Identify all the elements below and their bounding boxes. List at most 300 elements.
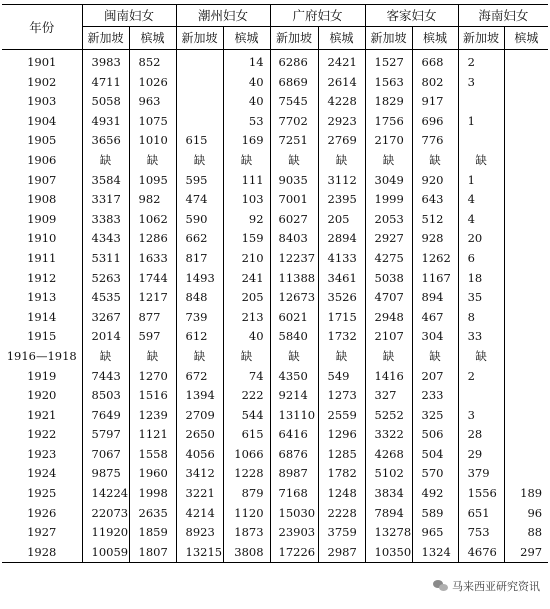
value-cell: 1262	[412, 249, 458, 269]
sub-header: 槟城	[318, 27, 365, 50]
value-cell: 10059	[82, 543, 129, 563]
value-cell: 7168	[270, 484, 318, 504]
value-cell	[504, 73, 548, 93]
value-cell: 570	[412, 464, 458, 484]
value-cell: 缺	[270, 151, 318, 171]
value-cell	[458, 131, 504, 151]
value-cell: 1960	[129, 464, 176, 484]
value-cell: 4931	[82, 112, 129, 132]
value-cell: 2894	[318, 229, 365, 249]
value-cell	[504, 190, 548, 210]
value-cell	[504, 50, 548, 73]
table-row	[2, 347, 548, 367]
sub-header: 新加坡	[365, 27, 412, 50]
value-cell: 668	[412, 50, 458, 73]
value-cell: 1270	[129, 367, 176, 387]
value-cell: 缺	[129, 151, 176, 171]
value-cell: 缺	[318, 347, 365, 367]
value-cell: 852	[129, 50, 176, 73]
value-cell: 297	[504, 543, 548, 563]
value-cell: 缺	[412, 151, 458, 171]
sub-header: 槟城	[504, 27, 548, 50]
value-cell	[504, 131, 548, 151]
value-cell: 缺	[82, 347, 129, 367]
sub-header: 新加坡	[270, 27, 318, 50]
value-cell: 1563	[365, 73, 412, 93]
watermark	[431, 578, 542, 594]
value-cell: 6869	[270, 73, 318, 93]
value-cell: 1416	[365, 367, 412, 387]
table-row	[2, 112, 548, 132]
value-cell: 1807	[129, 543, 176, 563]
value-cell: 3	[458, 73, 504, 93]
value-cell: 1075	[129, 112, 176, 132]
table-row	[2, 425, 548, 445]
table-row	[2, 190, 548, 210]
value-cell: 327	[365, 386, 412, 406]
value-cell: 缺	[458, 151, 504, 171]
value-cell: 11920	[82, 523, 129, 543]
value-cell	[504, 229, 548, 249]
value-cell: 5840	[270, 327, 318, 347]
value-cell: 233	[412, 386, 458, 406]
value-cell: 920	[412, 171, 458, 191]
value-cell: 1999	[365, 190, 412, 210]
value-cell: 1859	[129, 523, 176, 543]
value-cell: 4268	[365, 445, 412, 465]
year-cell: 1910	[2, 229, 82, 249]
value-cell	[504, 151, 548, 171]
value-cell	[458, 92, 504, 112]
value-cell: 缺	[412, 347, 458, 367]
value-cell: 504	[412, 445, 458, 465]
value-cell: 15030	[270, 504, 318, 524]
year-cell: 1902	[2, 73, 82, 93]
value-cell: 10350	[365, 543, 412, 563]
value-cell: 缺	[223, 151, 270, 171]
value-cell: 缺	[365, 347, 412, 367]
value-cell	[504, 249, 548, 269]
value-cell: 2923	[318, 112, 365, 132]
value-cell	[504, 464, 548, 484]
group-header-chaozhou: 潮州妇女	[176, 5, 270, 27]
value-cell: 3267	[82, 308, 129, 328]
value-cell: 4133	[318, 249, 365, 269]
year-cell: 1911	[2, 249, 82, 269]
value-cell: 缺	[129, 347, 176, 367]
value-cell	[176, 50, 223, 73]
value-cell: 2614	[318, 73, 365, 93]
value-cell: 894	[412, 288, 458, 308]
value-cell: 1296	[318, 425, 365, 445]
value-cell: 753	[458, 523, 504, 543]
value-cell: 492	[412, 484, 458, 504]
value-cell: 817	[176, 249, 223, 269]
value-cell: 1527	[365, 50, 412, 73]
value-cell: 缺	[365, 151, 412, 171]
value-cell: 1095	[129, 171, 176, 191]
year-cell: 1914	[2, 308, 82, 328]
table-header	[2, 5, 548, 50]
table-row	[2, 484, 548, 504]
value-cell: 9035	[270, 171, 318, 191]
table-row	[2, 464, 548, 484]
value-cell: 776	[412, 131, 458, 151]
value-cell	[176, 112, 223, 132]
sub-header: 新加坡	[82, 27, 129, 50]
value-cell: 6416	[270, 425, 318, 445]
value-cell: 1026	[129, 73, 176, 93]
value-cell: 1062	[129, 210, 176, 230]
value-cell: 5311	[82, 249, 129, 269]
value-cell	[504, 327, 548, 347]
value-cell: 2927	[365, 229, 412, 249]
value-cell: 3759	[318, 523, 365, 543]
value-cell: 8503	[82, 386, 129, 406]
value-cell: 3834	[365, 484, 412, 504]
value-cell	[504, 210, 548, 230]
value-cell: 1120	[223, 504, 270, 524]
value-cell: 1715	[318, 308, 365, 328]
value-cell: 612	[176, 327, 223, 347]
year-cell: 1903	[2, 92, 82, 112]
value-cell: 1394	[176, 386, 223, 406]
value-cell: 615	[176, 131, 223, 151]
value-cell: 7067	[82, 445, 129, 465]
value-cell: 615	[223, 425, 270, 445]
value-cell: 241	[223, 269, 270, 289]
value-cell: 7702	[270, 112, 318, 132]
value-cell: 92	[223, 210, 270, 230]
value-cell: 3808	[223, 543, 270, 563]
value-cell: 1829	[365, 92, 412, 112]
value-cell: 1998	[129, 484, 176, 504]
value-cell: 5252	[365, 406, 412, 426]
value-cell: 40	[223, 73, 270, 93]
value-cell: 28	[458, 425, 504, 445]
value-cell: 6286	[270, 50, 318, 73]
value-cell	[504, 171, 548, 191]
value-cell: 7894	[365, 504, 412, 524]
value-cell: 12673	[270, 288, 318, 308]
year-cell: 1921	[2, 406, 82, 426]
value-cell: 1732	[318, 327, 365, 347]
value-cell: 1273	[318, 386, 365, 406]
value-cell: 13215	[176, 543, 223, 563]
year-cell: 1922	[2, 425, 82, 445]
value-cell: 29	[458, 445, 504, 465]
year-cell: 1905	[2, 131, 82, 151]
value-cell: 5102	[365, 464, 412, 484]
table-row	[2, 50, 548, 73]
value-cell: 917	[412, 92, 458, 112]
value-cell: 1756	[365, 112, 412, 132]
sub-header: 新加坡	[458, 27, 504, 50]
table-row	[2, 523, 548, 543]
value-cell: 2987	[318, 543, 365, 563]
value-cell: 17226	[270, 543, 318, 563]
sub-header: 新加坡	[176, 27, 223, 50]
table-body	[2, 50, 548, 563]
table-row	[2, 73, 548, 93]
value-cell: 982	[129, 190, 176, 210]
value-cell: 506	[412, 425, 458, 445]
value-cell: 169	[223, 131, 270, 151]
value-cell: 2650	[176, 425, 223, 445]
value-cell: 512	[412, 210, 458, 230]
value-cell	[504, 92, 548, 112]
value-cell: 6027	[270, 210, 318, 230]
year-cell: 1909	[2, 210, 82, 230]
value-cell: 3412	[176, 464, 223, 484]
value-cell: 3983	[82, 50, 129, 73]
value-cell: 3526	[318, 288, 365, 308]
value-cell: 189	[520, 486, 543, 501]
year-cell: 1907	[2, 171, 82, 191]
value-cell: 1010	[129, 131, 176, 151]
value-cell	[504, 347, 548, 367]
value-cell: 1324	[412, 543, 458, 563]
value-cell: 877	[129, 308, 176, 328]
value-cell	[504, 445, 548, 465]
year-cell: 1928	[2, 543, 82, 563]
value-cell: 缺	[223, 347, 270, 367]
year-cell: 1901	[2, 50, 82, 73]
value-cell: 965	[412, 523, 458, 543]
value-cell: 40	[223, 327, 270, 347]
value-cell	[504, 425, 548, 445]
table-row	[2, 92, 548, 112]
value-cell: 3383	[82, 210, 129, 230]
value-cell: 1248	[318, 484, 365, 504]
value-cell: 缺	[82, 151, 129, 171]
value-cell: 207	[412, 367, 458, 387]
table-row	[2, 269, 548, 289]
value-cell: 205	[223, 288, 270, 308]
value-cell: 739	[176, 308, 223, 328]
value-cell: 2709	[176, 406, 223, 426]
value-cell: 1228	[223, 464, 270, 484]
value-cell: 33	[458, 327, 504, 347]
table-row	[2, 504, 548, 524]
value-cell: 9875	[82, 464, 129, 484]
value-cell: 14	[223, 50, 270, 73]
value-cell: 1217	[129, 288, 176, 308]
value-cell: 1744	[129, 269, 176, 289]
value-cell: 4275	[365, 249, 412, 269]
year-cell: 1924	[2, 464, 82, 484]
value-cell: 2421	[318, 50, 365, 73]
value-cell: 3317	[82, 190, 129, 210]
value-cell: 8	[458, 308, 504, 328]
value-cell: 23903	[270, 523, 318, 543]
value-cell: 2	[458, 367, 504, 387]
value-cell: 672	[176, 367, 223, 387]
value-cell: 963	[129, 92, 176, 112]
table-row	[2, 543, 548, 563]
value-cell: 缺	[458, 347, 504, 367]
value-cell: 4535	[82, 288, 129, 308]
watermark-text: 马来西亚研究资讯	[452, 580, 540, 593]
value-cell: 2769	[318, 131, 365, 151]
value-cell: 3656	[82, 131, 129, 151]
value-cell: 4214	[176, 504, 223, 524]
value-cell: 3	[458, 406, 504, 426]
table-row	[2, 386, 548, 406]
year-cell: 1919	[2, 367, 82, 387]
value-cell: 2395	[318, 190, 365, 210]
value-cell: 7545	[270, 92, 318, 112]
value-cell: 696	[412, 112, 458, 132]
sub-header: 槟城	[129, 27, 176, 50]
sub-header: 槟城	[223, 27, 270, 50]
value-cell: 304	[412, 327, 458, 347]
value-cell: 2170	[365, 131, 412, 151]
value-cell: 544	[223, 406, 270, 426]
value-cell: 缺	[318, 151, 365, 171]
value-cell: 2948	[365, 308, 412, 328]
value-cell: 4350	[270, 367, 318, 387]
value-cell: 928	[412, 229, 458, 249]
value-cell: 1782	[318, 464, 365, 484]
value-cell: 213	[223, 308, 270, 328]
value-cell: 8403	[270, 229, 318, 249]
value-cell: 4711	[82, 73, 129, 93]
value-cell: 35	[458, 288, 504, 308]
table-row	[2, 327, 548, 347]
value-cell: 662	[176, 229, 223, 249]
table-row	[2, 171, 548, 191]
year-cell: 1912	[2, 269, 82, 289]
year-cell: 1926	[2, 504, 82, 524]
value-cell: 3322	[365, 425, 412, 445]
value-cell	[504, 269, 548, 289]
year-cell: 1923	[2, 445, 82, 465]
table-row	[2, 131, 548, 151]
value-cell	[504, 367, 548, 387]
value-cell: 590	[176, 210, 223, 230]
table-row	[2, 249, 548, 269]
value-cell: 18	[458, 269, 504, 289]
value-cell: 1285	[318, 445, 365, 465]
value-cell: 22073	[82, 504, 129, 524]
value-cell: 222	[223, 386, 270, 406]
value-cell: 7649	[82, 406, 129, 426]
year-cell: 1915	[2, 327, 82, 347]
value-cell: 595	[176, 171, 223, 191]
value-cell: 74	[223, 367, 270, 387]
value-cell: 802	[412, 73, 458, 93]
value-cell: 210	[223, 249, 270, 269]
value-cell: 643	[412, 190, 458, 210]
year-header: 年份	[2, 5, 82, 50]
value-cell: 848	[176, 288, 223, 308]
value-cell: 1493	[176, 269, 223, 289]
value-cell: 4343	[82, 229, 129, 249]
table-row	[2, 406, 548, 426]
value-cell: 1	[458, 112, 504, 132]
year-cell: 1906	[2, 151, 82, 171]
table-row	[2, 210, 548, 230]
wechat-icon	[433, 579, 449, 593]
year-cell: 1925	[2, 484, 82, 504]
value-cell: 53	[223, 112, 270, 132]
year-cell: 1913	[2, 288, 82, 308]
value-cell: 6	[458, 249, 504, 269]
value-cell: 5058	[82, 92, 129, 112]
value-cell: 4	[458, 190, 504, 210]
value-cell: 589	[412, 504, 458, 524]
value-cell	[176, 73, 223, 93]
value-cell: 14224	[82, 484, 129, 504]
value-cell: 379	[458, 464, 504, 484]
value-cell: 4676	[458, 543, 504, 563]
value-cell: 2014	[82, 327, 129, 347]
women-migration-table	[2, 4, 548, 563]
value-cell: 325	[412, 406, 458, 426]
value-cell: 1239	[129, 406, 176, 426]
year-cell: 1920	[2, 386, 82, 406]
value-cell: 1558	[129, 445, 176, 465]
value-cell: 11388	[270, 269, 318, 289]
value-cell: 2	[458, 50, 504, 73]
value-cell: 159	[223, 229, 270, 249]
value-cell: 4707	[365, 288, 412, 308]
value-cell: 8923	[176, 523, 223, 543]
value-cell: 3221	[176, 484, 223, 504]
sub-header: 槟城	[412, 27, 458, 50]
value-cell: 5797	[82, 425, 129, 445]
value-cell: 1516	[129, 386, 176, 406]
value-cell: 88	[527, 525, 543, 540]
year-cell: 1908	[2, 190, 82, 210]
value-cell: 6021	[270, 308, 318, 328]
value-cell: 879	[223, 484, 270, 504]
value-cell: 8987	[270, 464, 318, 484]
value-cell: 2107	[365, 327, 412, 347]
group-header-guangfu: 广府妇女	[270, 5, 365, 27]
value-cell: 2635	[129, 504, 176, 524]
value-cell: 7443	[82, 367, 129, 387]
value-cell: 2053	[365, 210, 412, 230]
value-cell: 3584	[82, 171, 129, 191]
value-cell: 1873	[223, 523, 270, 543]
value-cell: 111	[223, 171, 270, 191]
value-cell: 1167	[412, 269, 458, 289]
value-cell	[504, 112, 548, 132]
table-row	[2, 288, 548, 308]
value-cell: 1066	[223, 445, 270, 465]
value-cell	[176, 92, 223, 112]
value-cell: 缺	[176, 151, 223, 171]
value-cell: 6876	[270, 445, 318, 465]
value-cell: 4	[458, 210, 504, 230]
value-cell: 474	[176, 190, 223, 210]
value-cell: 3461	[318, 269, 365, 289]
year-cell: 1904	[2, 112, 82, 132]
value-cell: 549	[318, 367, 365, 387]
value-cell	[504, 386, 548, 406]
value-cell	[504, 288, 548, 308]
value-cell: 3112	[318, 171, 365, 191]
value-cell: 9214	[270, 386, 318, 406]
value-cell	[504, 406, 548, 426]
value-cell: 103	[223, 190, 270, 210]
value-cell: 1	[458, 171, 504, 191]
value-cell: 651	[458, 504, 504, 524]
year-cell: 1927	[2, 523, 82, 543]
value-cell: 12237	[270, 249, 318, 269]
